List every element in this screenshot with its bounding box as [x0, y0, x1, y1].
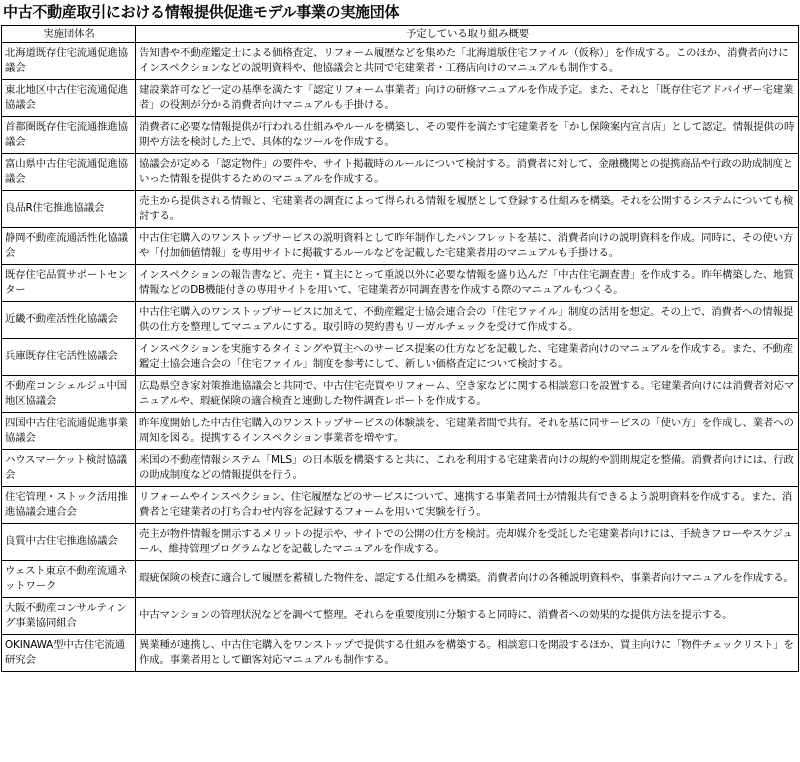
- table-row: [2, 376, 799, 413]
- organization-name-cell: 静岡不動産流通活性化協議会: [2, 228, 136, 265]
- summary-cell: インスペクションを実施するタイミングや買主へのサービス提案の仕方などを記載した、宅建業者向けのマニュアルを作成する。また、不動産鑑定士協会連合会の「住宅ファイル」制度を参考にして、新しい価格査定について検討する。: [136, 339, 799, 376]
- organization-name-cell: 近畿不動産活性化協議会: [2, 302, 136, 339]
- table-row: [2, 487, 799, 524]
- summary-cell: 中古マンションの管理状況などを調べて整理。それらを重要度別に分類すると同時に、消費者への効果的な提供方法を提示する。: [136, 598, 799, 635]
- organization-name-cell: 住宅管理・ストック活用推進協議会連合会: [2, 487, 136, 524]
- summary-cell: 中古住宅購入のワンストップサービスの説明資料として昨年制作したパンフレットを基に、消費者向けの説明資料を作成。同時に、その使い方や「付加価値情報」を専用サイトに掲載するルールなどを記載した宅建業者用のマニュアルも手掛ける。: [136, 228, 799, 265]
- organization-name-cell: 兵庫既存住宅活性協議会: [2, 339, 136, 376]
- table-row: [2, 265, 799, 302]
- table-row: [2, 635, 799, 672]
- page-title: 中古不動産取引における情報提供促進モデル事業の実施団体: [3, 3, 400, 21]
- table-row: [2, 80, 799, 117]
- header-initiative-summary: 予定している取り組み概要: [136, 26, 799, 43]
- table-row: [2, 228, 799, 265]
- summary-cell: 中古住宅購入のワンストップサービスに加えて、不動産鑑定士協会連合会の「住宅ファイル」制度の活用を想定。その上で、消費者への情報提供の仕方を整理してマニュアルにする。取引時の契約書もリーガルチェックを受けて作成する。: [136, 302, 799, 339]
- summary-cell: 異業種が連携し、中古住宅購入をワンストップで提供する仕組みを構築する。相談窓口を開設するほか、買主向けに「物件チェックリスト」を作成。事業者用として顧客対応マニュアルも制作する。: [136, 635, 799, 672]
- table-row: [2, 191, 799, 228]
- summary-cell: 建設業許可など一定の基準を満たす「認定リフォーム事業者」向けの研修マニュアルを作成予定。また、それと「既存住宅アドバイザー宅建業者」の役割が分かる消費者向けマニュアルも手掛ける。: [136, 80, 799, 117]
- summary-cell: インスペクションの報告書など、売主・買主にとって重説以外に必要な情報を盛り込んだ「中古住宅調査書」を作成する。昨年構築した、地質情報などのDB機能付きの専用サイトを用いて、宅建業者が同調査書を作成する際のマニュアルもつくる。: [136, 265, 799, 302]
- organization-name-cell: 富山県中古住宅流通促進協議会: [2, 154, 136, 191]
- organization-name-cell: OKINAWA型中古住宅流通研究会: [2, 635, 136, 672]
- table-row: [2, 561, 799, 598]
- table-row: [2, 450, 799, 487]
- summary-cell: 売主が物件情報を開示するメリットの提示や、サイトでの公開の仕方を検討。売却媒介を受託した宅建業者向けには、手続きフローやスケジュール、維持管理プログラムなどを記載したマニュアルを作成する。: [136, 524, 799, 561]
- table-row: [2, 339, 799, 376]
- organization-name-cell: 不動産コンシェルジュ中国地区協議会: [2, 376, 136, 413]
- table-row: [2, 524, 799, 561]
- table-row: [2, 413, 799, 450]
- organization-name-cell: 良質中古住宅推進協議会: [2, 524, 136, 561]
- table-row: [2, 43, 799, 80]
- organization-name-cell: 首都圏既存住宅流通推進協議会: [2, 117, 136, 154]
- summary-cell: 消費者に必要な情報提供が行われる仕組みやルールを構築し、その要件を満たす宅建業者を「かし保険案内宣言店」として認定。情報提供の時期や方法を検討した上で、具体的なツールを作成する。: [136, 117, 799, 154]
- summary-cell: 告知書や不動産鑑定士による価格査定、リフォーム履歴などを集めた「北海道版住宅ファイル（仮称）」を作成する。このほか、消費者向けにインスペクションなどの説明資料や、他協議会と共同で宅建業者・工務店向けのマニュアルも制作する。: [136, 43, 799, 80]
- header-organization-name: 実施団体名: [2, 26, 136, 43]
- summary-cell: 広島県空き家対策推進協議会と共同で、中古住宅売買やリフォーム、空き家などに関する相談窓口を設置する。宅建業者向けには消費者対応マニュアルや、瑕疵保険の適合検査と連動した物件調査レポートを作成する。: [136, 376, 799, 413]
- table-row: [2, 154, 799, 191]
- summary-cell: 協議会が定める「認定物件」の要件や、サイト掲載時のルールについて検討する。消費者に対して、金融機関との提携商品や行政の助成制度といった情報を提供するためのマニュアルを作成する。: [136, 154, 799, 191]
- table-row: [2, 117, 799, 154]
- organizations-table: [1, 25, 799, 672]
- summary-cell: リフォームやインスペクション、住宅履歴などのサービスについて、連携する事業者同士が情報共有できるよう説明資料を作成する。また、消費者と宅建業者の打ち合わせ内容を記録するフォームを用いて実験を行う。: [136, 487, 799, 524]
- table-row: [2, 302, 799, 339]
- organization-name-cell: 四国中古住宅流通促進事業協議会: [2, 413, 136, 450]
- organization-name-cell: ハウスマーケット検討協議会: [2, 450, 136, 487]
- summary-cell: 売主から提供される情報と、宅建業者の調査によって得られる情報を履歴として登録する仕組みを構築。それを公開するシステムについても検討する。: [136, 191, 799, 228]
- organization-name-cell: 北海道既存住宅流通促進協議会: [2, 43, 136, 80]
- table-header-row: [2, 26, 799, 43]
- organization-name-cell: 良品R住宅推進協議会: [2, 191, 136, 228]
- summary-cell: 米国の不動産情報システム「MLS」の日本版を構築すると共に、これを利用する宅建業者向けの規約や罰則規定を整備。消費者向けには、行政の助成制度などの情報提供を行う。: [136, 450, 799, 487]
- table-row: [2, 598, 799, 635]
- summary-cell: 昨年度開始した中古住宅購入のワンストップサービスの体験談を、宅建業者間で共有。それを基に同サービスの「使い方」を作成し、業者への周知を図る。提携するインスペクション事業者を増やす。: [136, 413, 799, 450]
- organization-name-cell: ウェスト東京不動産流通ネットワーク: [2, 561, 136, 598]
- organization-name-cell: 東北地区中古住宅流通促進協議会: [2, 80, 136, 117]
- organization-name-cell: 大阪不動産コンサルティング事業協同組合: [2, 598, 136, 635]
- organization-name-cell: 既存住宅品質サポートセンター: [2, 265, 136, 302]
- summary-cell: 瑕疵保険の検査に適合して履歴を蓄積した物件を、認定する仕組みを構築。消費者向けの各種説明資料や、事業者向けマニュアルを作成する。: [136, 561, 799, 598]
